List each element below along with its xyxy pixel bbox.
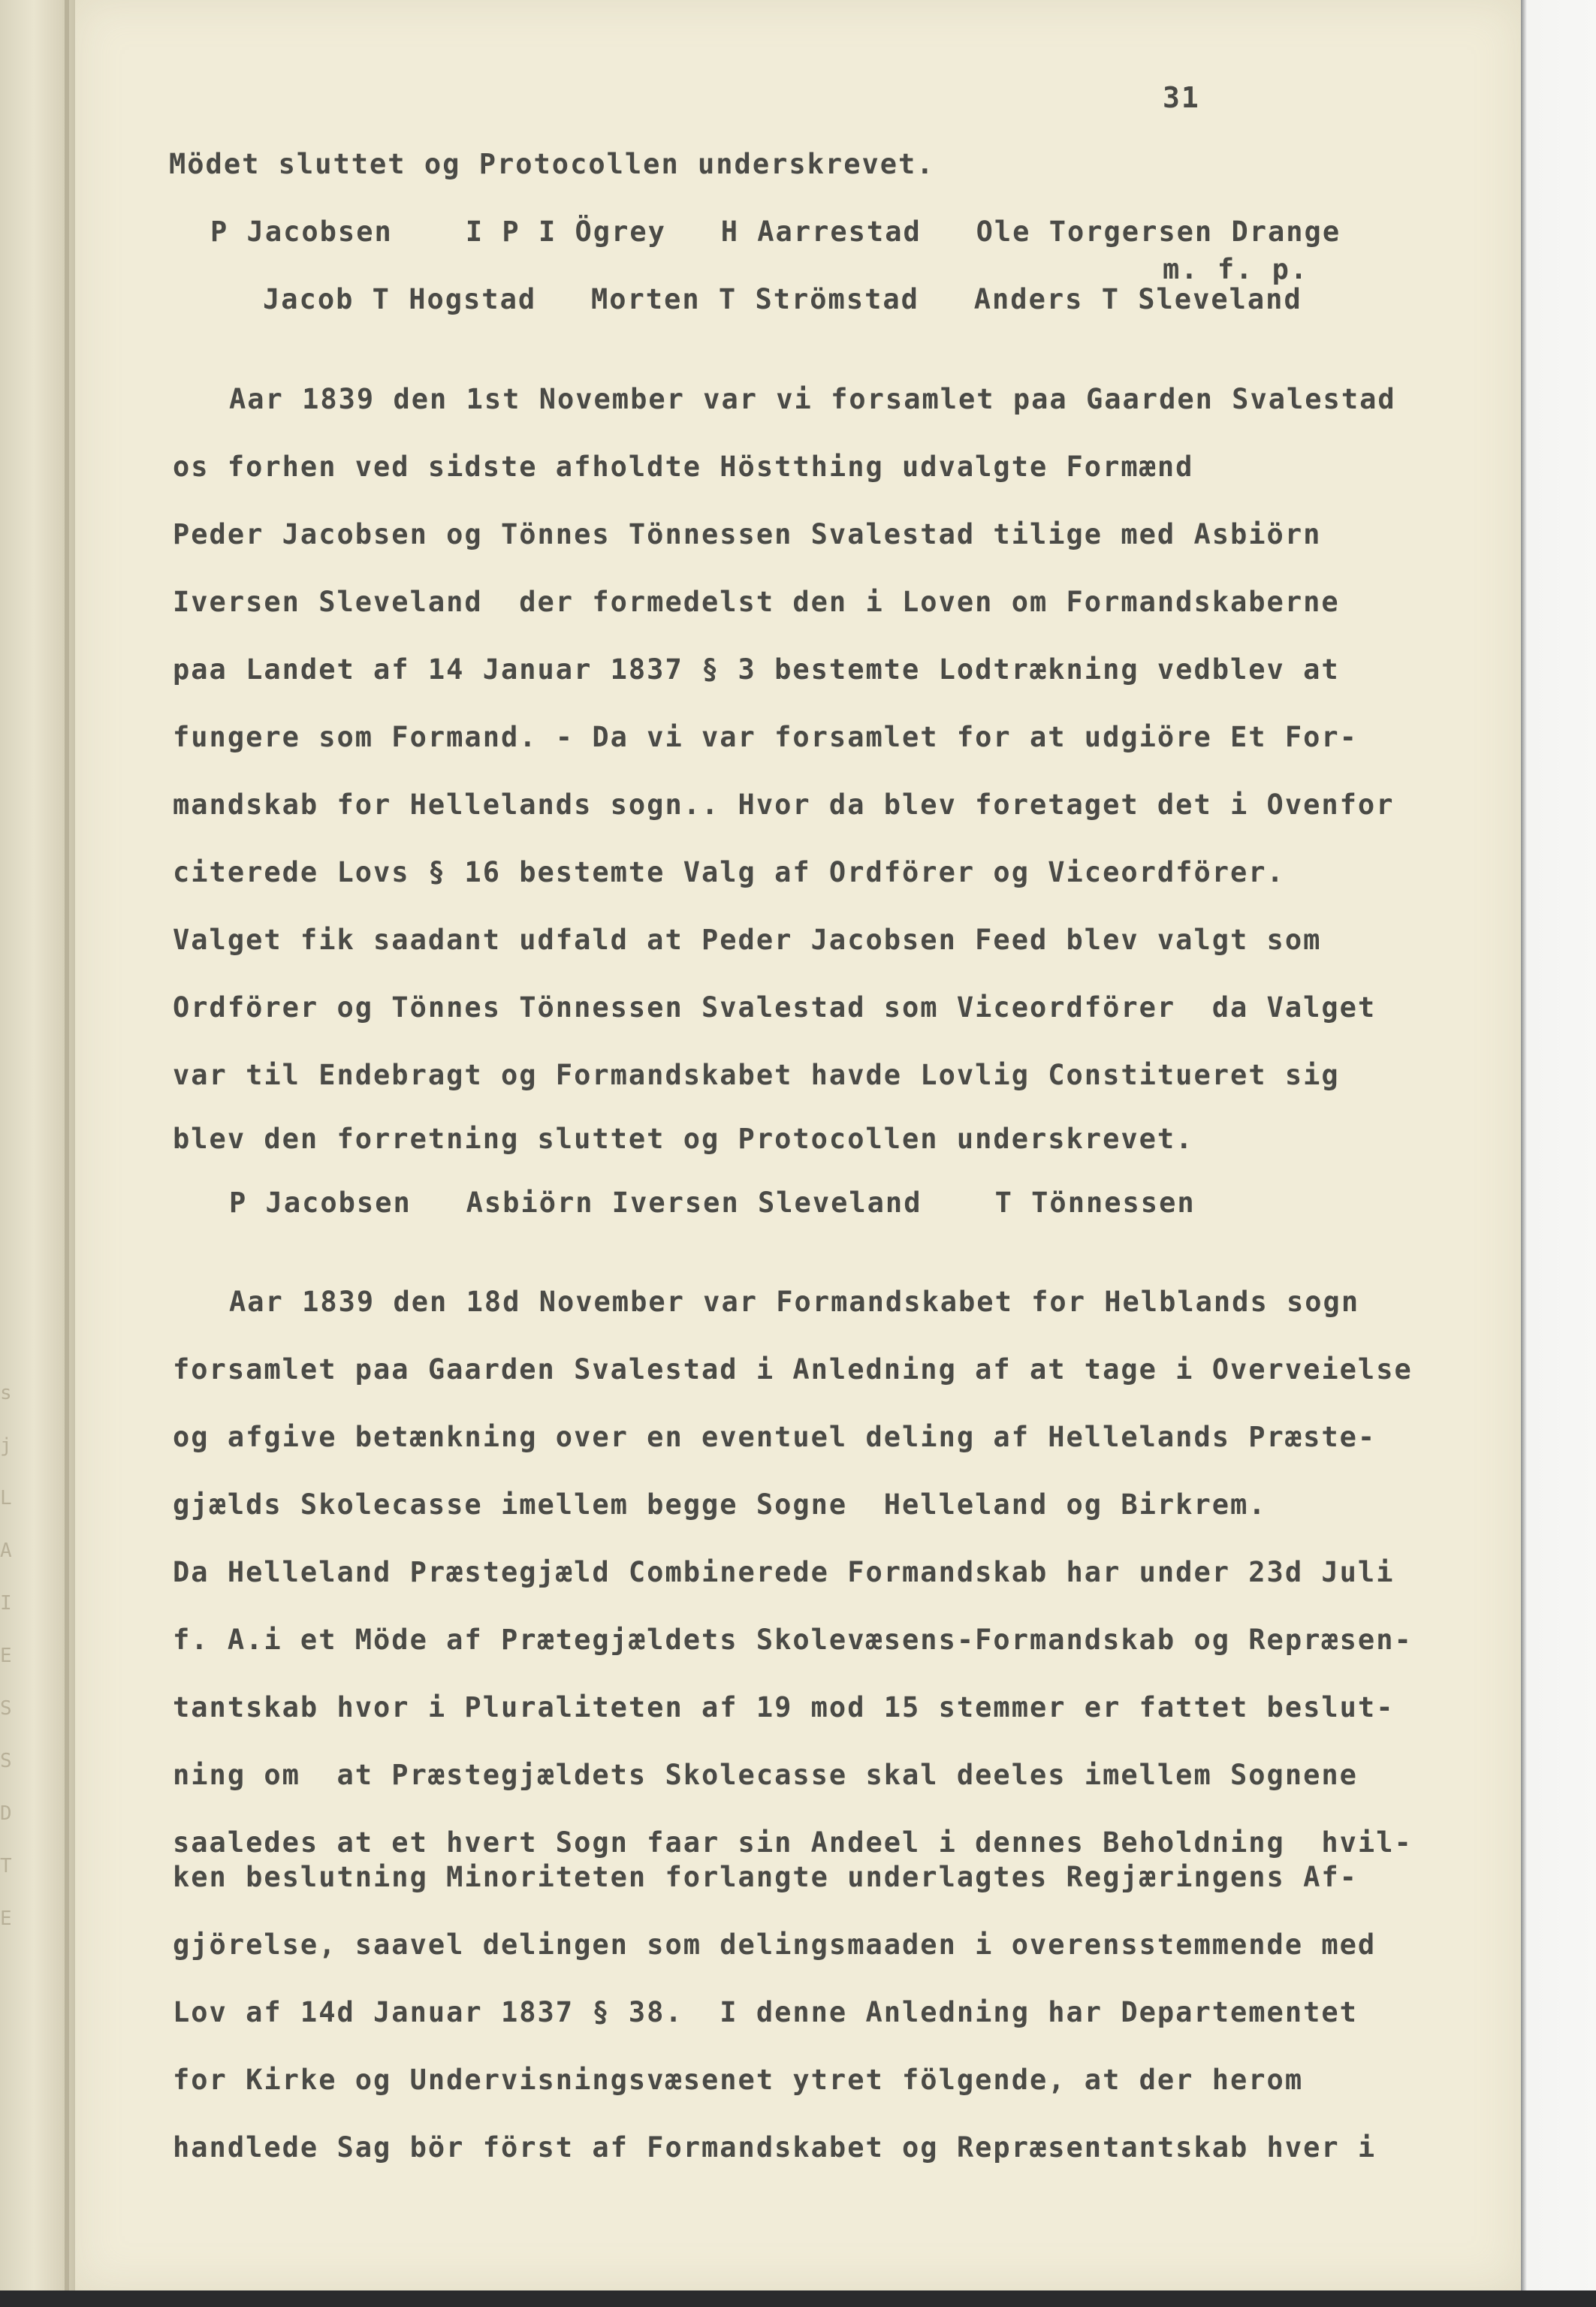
margin-mark: A <box>0 1540 12 1562</box>
text-line: Mödet sluttet og Protocollen underskrevet. <box>169 148 935 180</box>
text-line: fungere som Formand. - Da vi var forsamlet for at udgiöre Et For- <box>173 721 1358 753</box>
text-line: tantskab hvor i Pluraliteten af 19 mod 15 stemmer er fattet beslut- <box>173 1691 1395 1723</box>
text-line: Da Helleland Præstegjæld Combinerede Formandskab har under 23d Juli <box>173 1556 1395 1588</box>
margin-mark: E <box>0 1907 12 1930</box>
text-line: mandskab for Hellelands sogn.. Hvor da blev foretaget det i Ovenfor <box>173 789 1395 821</box>
text-line: Lov af 14d Januar 1837 § 38. I denne Anledning har Departementet <box>173 1996 1358 2028</box>
margin-mark: s <box>0 1382 12 1404</box>
text-line: saaledes at et hvert Sogn faar sin Andeel i dennes Beholdning hvil- <box>173 1826 1413 1859</box>
signature-line: m. f. p. <box>1163 253 1309 285</box>
margin-mark: E <box>0 1645 12 1667</box>
text-line: ken beslutning Minoriteten forlangte underlagtes Regjæringens Af- <box>173 1861 1358 1893</box>
text-line: f. A.i et Möde af Prætegjældets Skolevæsens-Formandskab og Repræsen- <box>173 1624 1413 1656</box>
signature-line: P Jacobsen Asbiörn Iversen Sleveland T Tönnessen <box>229 1187 1196 1219</box>
page-number: 31 <box>1163 81 1200 114</box>
text-line: paa Landet af 14 Januar 1837 § 3 bestemte Lodtrækning vedblev at <box>173 653 1340 686</box>
margin-mark: S <box>0 1697 12 1720</box>
text-line: citerede Lovs § 16 bestemte Valg af Ordförer og Viceordförer. <box>173 856 1285 888</box>
text-line: og afgive betænkning over en eventuel deling af Hellelands Præste- <box>173 1421 1377 1453</box>
text-line: for Kirke og Undervisningsvæsenet ytret fölgende, at der herom <box>173 2064 1304 2096</box>
signature-line: P Jacobsen I P I Ögrey H Aarrestad Ole Torgersen Drange <box>210 216 1341 248</box>
margin-mark: I <box>0 1592 12 1615</box>
text-line: ning om at Præstegjældets Skolecasse skal deeles imellem Sognene <box>173 1759 1358 1791</box>
text-line: handlede Sag bör först af Formandskabet og Repræsentantskab hver i <box>173 2131 1377 2164</box>
text-line: blev den forretning sluttet og Protocollen underskrevet. <box>173 1123 1194 1155</box>
text-line: Valget fik saadant udfald at Peder Jacobsen Feed blev valgt som <box>173 924 1322 956</box>
text-line: os forhen ved sidste afholdte Höstthing udvalgte Formænd <box>173 451 1194 483</box>
margin-mark: D <box>0 1802 12 1825</box>
margin-mark: S <box>0 1750 12 1772</box>
text-line: Ordförer og Tönnes Tönnessen Svalestad som Viceordförer da Valget <box>173 991 1377 1024</box>
signature-line: Jacob T Hogstad Morten T Strömstad Anders T Sleveland <box>263 283 1302 315</box>
text-line: forsamlet paa Gaarden Svalestad i Anledning af at tage i Overveielse <box>173 1353 1413 1386</box>
text-line: Peder Jacobsen og Tönnes Tönnessen Svalestad tilige med Asbiörn <box>173 518 1322 550</box>
margin-mark: j <box>0 1434 12 1457</box>
text-line: gjælds Skolecasse imellem begge Sogne Helleland og Birkrem. <box>173 1488 1267 1521</box>
text-line: Iversen Sleveland der formedelst den i Loven om Formandskaberne <box>173 586 1340 618</box>
text-line: Aar 1839 den 1st November var vi forsamlet paa Gaarden Svalestad <box>229 383 1396 415</box>
text-line: var til Endebragt og Formandskabet havde Lovlig Constitueret sig <box>173 1059 1340 1091</box>
text-line: gjörelse, saavel delingen som delingsmaaden i overensstemmende med <box>173 1929 1377 1961</box>
text-line: Aar 1839 den 18d November var Formandskabet for Helblands sogn <box>229 1286 1360 1318</box>
margin-mark: L <box>0 1487 12 1509</box>
margin-mark: T <box>0 1855 12 1877</box>
